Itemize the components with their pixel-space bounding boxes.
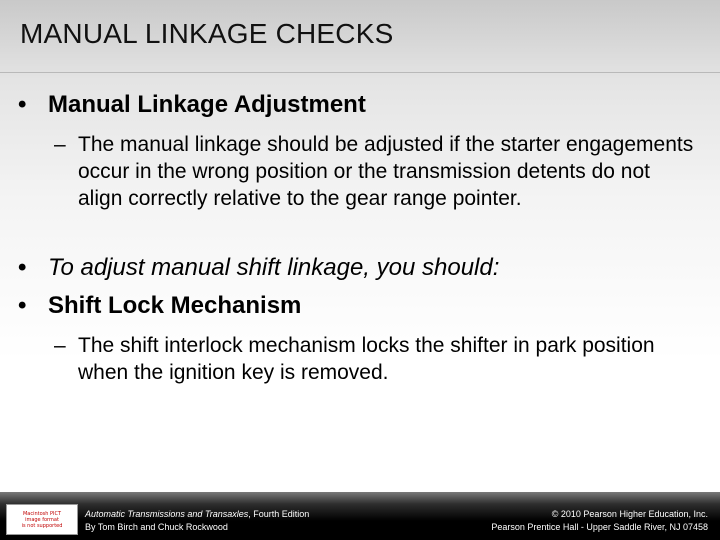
copyright-text: © 2010 Pearson Higher Education, Inc. <box>551 509 708 519</box>
slide-title: MANUAL LINKAGE CHECKS <box>20 18 394 49</box>
footer-copyright <box>491 508 708 534</box>
subbullet-linkage-adjust-condition <box>54 131 694 212</box>
logo-line: is not supported <box>21 522 63 529</box>
book-title: Automatic Transmissions and Transaxles <box>85 509 249 519</box>
logo-line: Macintosh PICT <box>22 510 62 517</box>
bullet-text: Manual Linkage Adjustment <box>48 91 366 118</box>
bullet-marker: • <box>18 91 27 118</box>
bullet-text: Shift Lock Mechanism <box>48 292 302 319</box>
title-divider <box>0 72 720 73</box>
bullet-text: To adjust manual shift linkage, you should: <box>48 254 500 281</box>
bullet-marker: • <box>18 254 27 281</box>
footer-book-info <box>85 508 309 534</box>
footer-bar <box>0 492 720 540</box>
subbullet-shift-interlock <box>54 332 694 386</box>
bullet-manual-linkage-adjustment <box>18 90 366 119</box>
book-authors: By Tom Birch and Chuck Rockwood <box>85 522 228 532</box>
bullet-shift-lock-mechanism <box>18 291 301 320</box>
book-edition: , Fourth Edition <box>248 509 310 519</box>
subbullet-text: The manual linkage should be adjusted if the starter engagements occur in the wrong position or the transmission detents do not align correctly relative to the gear range pointer. <box>78 133 694 210</box>
subbullet-marker: – <box>54 334 66 357</box>
subbullet-text: The shift interlock mechanism locks the shifter in park position when the ignition key is removed. <box>78 334 655 384</box>
bullet-marker: • <box>18 292 27 319</box>
subbullet-marker: – <box>54 133 66 156</box>
publisher-text: Pearson Prentice Hall - Upper Saddle River, NJ 07458 <box>491 522 708 532</box>
publisher-logo-placeholder <box>6 504 78 535</box>
bullet-adjust-shift-linkage <box>18 253 499 282</box>
logo-line: image format <box>25 516 59 523</box>
